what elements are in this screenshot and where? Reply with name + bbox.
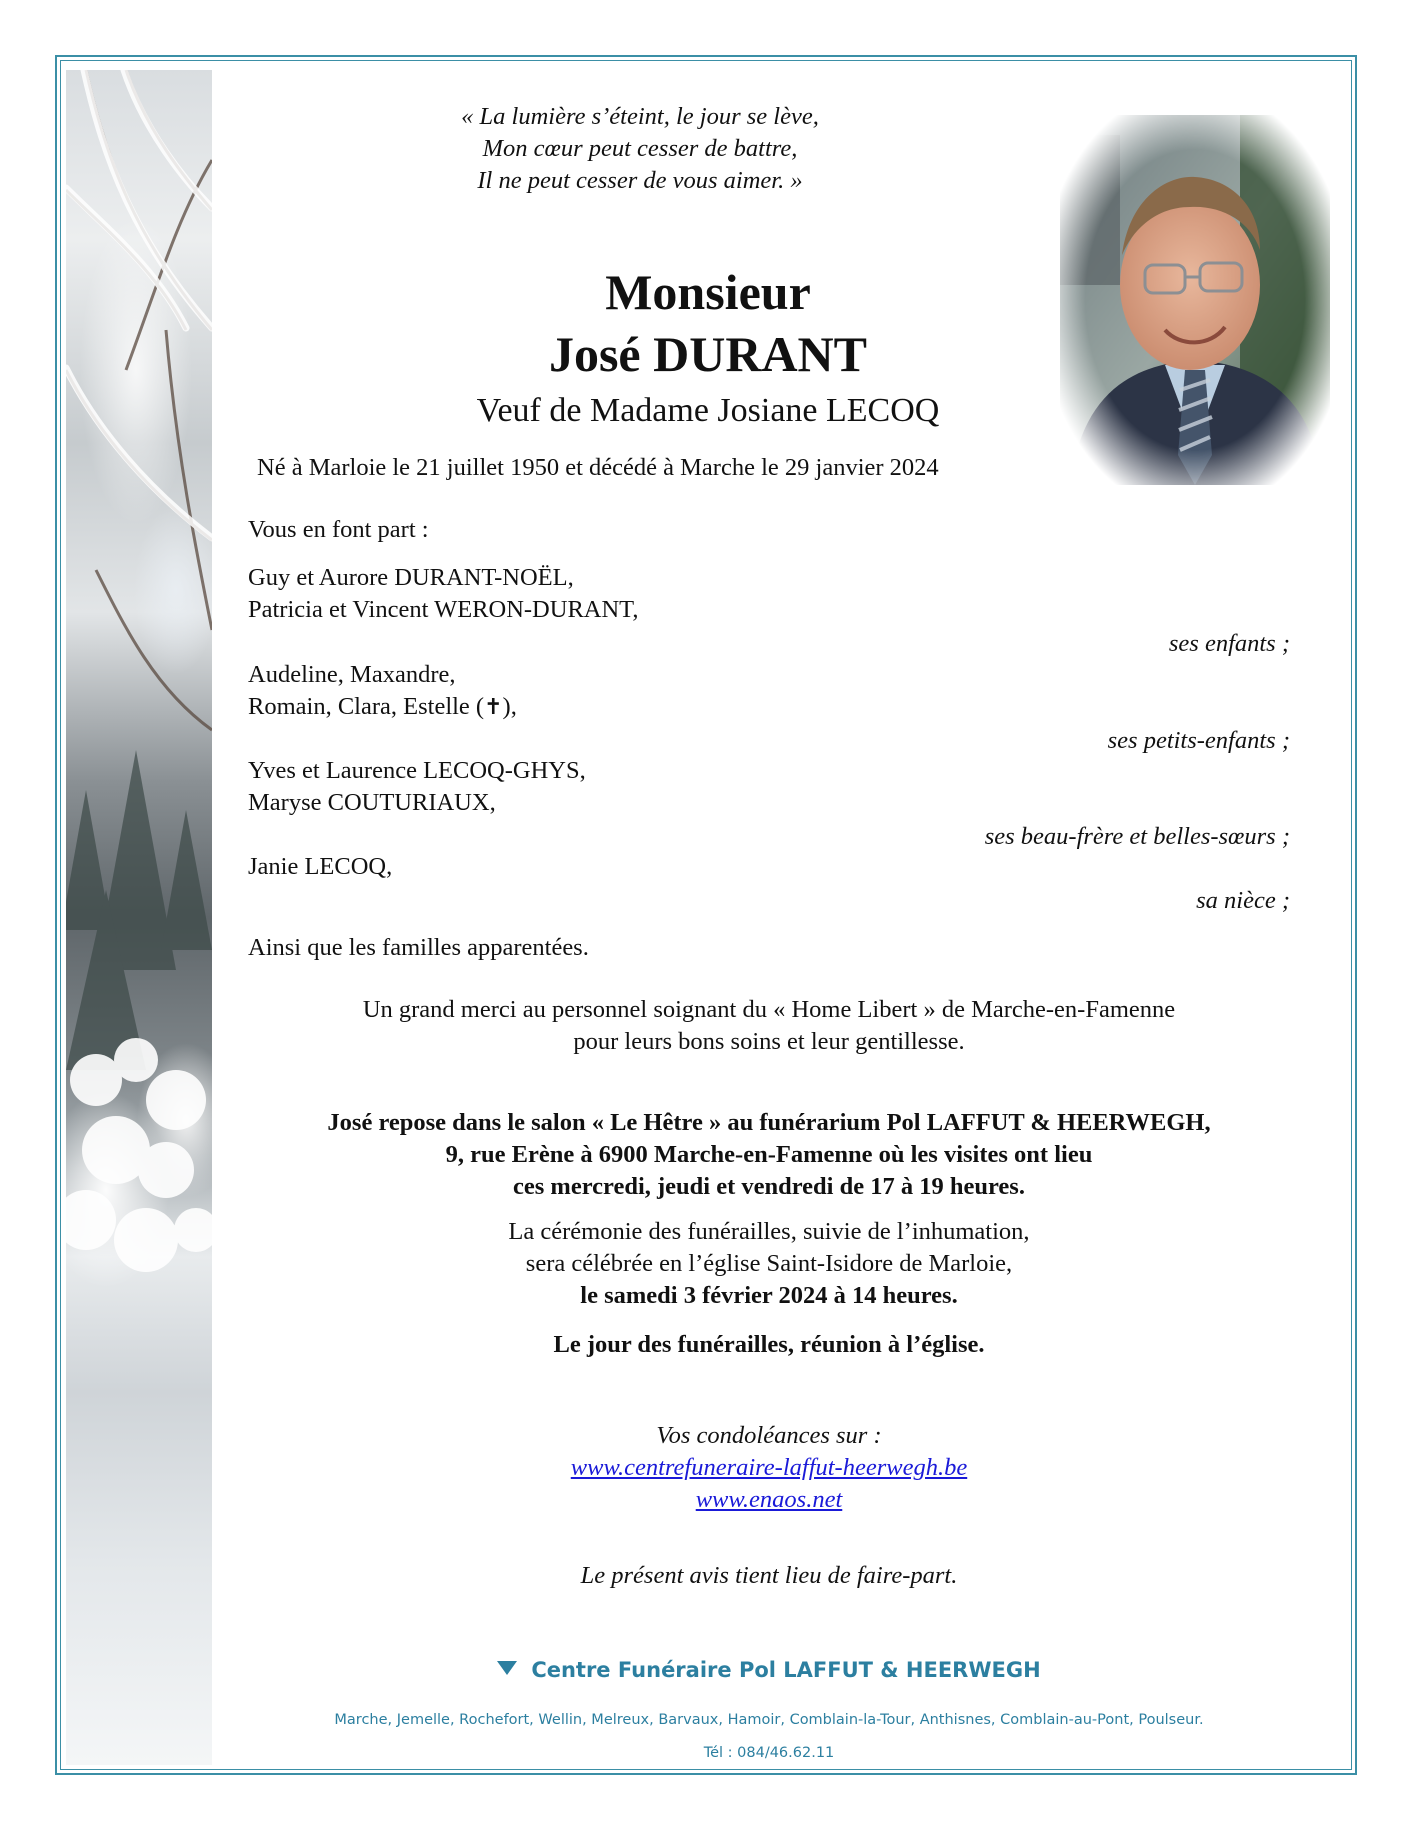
ceremony-line-3: le samedi 3 février 2024 à 14 heures.	[580, 1282, 958, 1309]
deceased-name: José DURANT	[548, 326, 868, 382]
notice-line: Le présent avis tient lieu de faire-part.	[580, 1562, 958, 1589]
condolences-link-2-wrap	[0, 1488, 1416, 1513]
condolences-link-1[interactable]: www.centrefuneraire-laffut-heerwegh.be	[570, 1454, 968, 1481]
child-line-1: Guy et Aurore DURANT-NOËL,	[248, 564, 574, 591]
grandchild-line-1: Audeline, Maxandre,	[248, 661, 456, 688]
visit-line-3: ces mercredi, jeudi et vendredi de 17 à 19 heures.	[513, 1173, 1025, 1200]
visit-line-2: 9, rue Erène à 6900 Marche-en-Famenne où les visites ont lieu	[445, 1141, 1093, 1168]
grandchildren-label: ses petits-enfants ;	[1107, 727, 1290, 754]
thanks-line-1: Un grand merci au personnel soignant du « Home Libert » de Marche-en-Famenne	[362, 996, 1176, 1023]
triangle-down-icon	[497, 1661, 517, 1675]
child-line-2: Patricia et Vincent WERON-DURANT,	[248, 596, 639, 623]
announce-text: Vous en font part :	[248, 516, 429, 543]
grandchild-line-2: Romain, Clara, Estelle (✝),	[248, 693, 517, 720]
niece-label: sa nièce ;	[1196, 887, 1290, 914]
inlaw-line-1: Yves et Laurence LECOQ-GHYS,	[248, 757, 586, 784]
niece-line: Janie LECOQ,	[248, 853, 393, 880]
thanks-line-2: pour leurs bons soins et leur gentillesse.	[573, 1028, 965, 1055]
deceased-title: Monsieur	[605, 264, 811, 320]
children-label: ses enfants ;	[1168, 630, 1290, 657]
visit-line-1: José repose dans le salon « Le Hêtre » au funérarium Pol LAFFUT & HEERWEGH,	[327, 1109, 1211, 1136]
inlaws-label: ses beau-frère et belles-sœurs ;	[984, 823, 1290, 850]
inlaw-line-2: Maryse COUTURIAUX,	[248, 789, 496, 816]
funeral-home-locations: Marche, Jemelle, Rochefort, Wellin, Melreux, Barvaux, Hamoir, Comblain-la-Tour, Anthisnes, Comblain-au-Pont, Poulseur.	[334, 1712, 1204, 1728]
poem-line-3: Il ne peut cesser de vous aimer. »	[477, 167, 803, 194]
condolences-link-1-wrap	[0, 1456, 1416, 1481]
condolences-label: Vos condoléances sur :	[656, 1422, 882, 1449]
others-line: Ainsi que les familles apparentées.	[248, 934, 589, 961]
spouse-line: Veuf de Madame Josiane LECOQ	[476, 392, 940, 429]
funeral-home-phone: Tél : 084/46.62.11	[703, 1745, 835, 1761]
poem-line-1: « La lumière s’éteint, le jour se lève,	[461, 103, 819, 130]
funeral-home-name: Centre Funéraire Pol LAFFUT & HEERWEGH	[0, 1658, 1416, 1682]
ceremony-line-1: La cérémonie des funérailles, suivie de l’inhumation,	[508, 1218, 1030, 1245]
ceremony-line-2: sera célébrée en l’église Saint-Isidore de Marloie,	[525, 1250, 1013, 1277]
cross-icon: ✝	[484, 695, 503, 720]
meeting-line: Le jour des funérailles, réunion à l’église.	[553, 1331, 985, 1358]
poem-line-2: Mon cœur peut cesser de battre,	[482, 135, 798, 162]
condolences-link-2[interactable]: www.enaos.net	[695, 1486, 843, 1513]
birth-death-dates: Né à Marloie le 21 juillet 1950 et décédé à Marche le 29 janvier 2024	[257, 454, 939, 481]
